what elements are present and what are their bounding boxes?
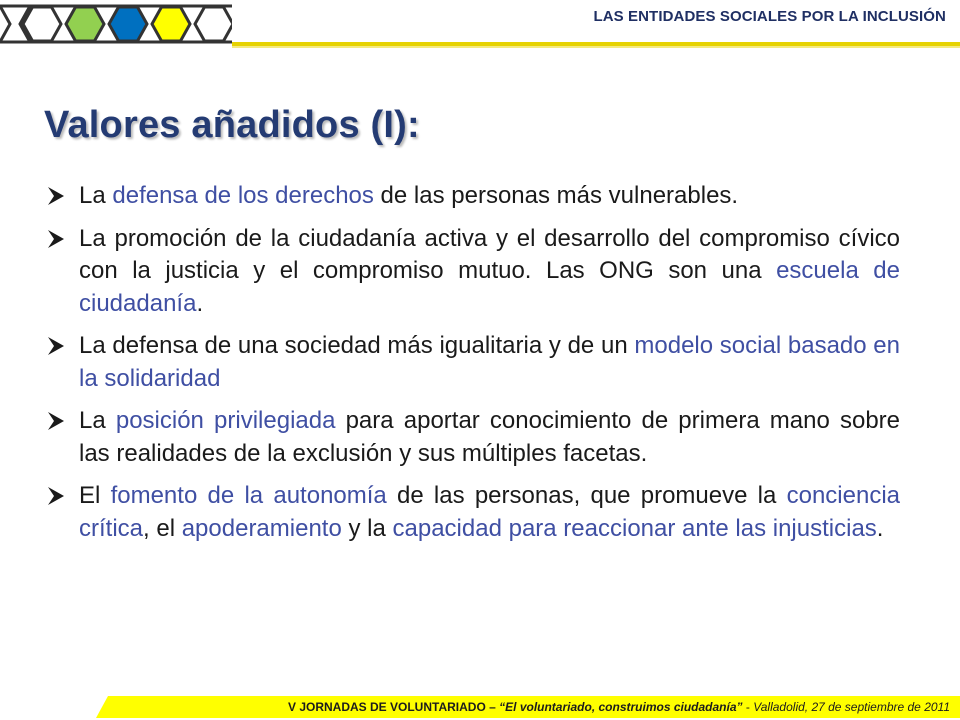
bullet-item (42, 223, 900, 321)
bullet-text: . (876, 514, 884, 542)
arrowhead-bullet-icon (46, 185, 66, 207)
highlighted-text: escuela de ciudadanía (79, 257, 900, 317)
logo-hexagon (109, 7, 147, 41)
logo-hexagon (23, 7, 61, 41)
logo-hexagon (66, 7, 104, 41)
bullet-item (42, 480, 900, 545)
highlighted-text: fomento de la autonomía (110, 482, 387, 509)
highlighted-text: capacidad para reaccionar ante las injusticias (392, 514, 877, 542)
bullet-text: La (79, 182, 113, 209)
bullet-text: de las personas más vulnerables. (373, 182, 739, 209)
bullet-text: . (196, 289, 204, 317)
logo-hexagon (152, 7, 190, 41)
bullet-text: La (79, 407, 116, 434)
arrowhead-bullet-icon (46, 485, 66, 507)
bullet-text: y la (341, 514, 393, 542)
bullet-list (42, 180, 900, 555)
slide-title: Valores añadidos (I): (44, 104, 420, 146)
bullet-text: La promoción de la ciudadanía activa y el desarrollo del compromiso cívico con la justicia y el compromiso mutuo. Las ONG son una (79, 224, 900, 284)
bullet-item (42, 180, 900, 213)
arrowhead-bullet-icon (46, 410, 66, 432)
logo-hexagon (195, 7, 232, 41)
highlighted-text: defensa de los derechos (112, 182, 374, 209)
bullet-item (42, 405, 900, 470)
bullet-text: El (79, 482, 111, 509)
footer-quote: “El voluntariado, construimos ciudadanía” (499, 700, 743, 714)
header-divider-shade (232, 46, 960, 48)
highlighted-text: posición privilegiada (115, 407, 336, 434)
bullet-text: para aportar conocimiento de primera mano sobre las realidades de la exclusión y sus múltiples facetas. (79, 407, 901, 467)
arrowhead-bullet-icon (46, 228, 66, 250)
bullet-text: La defensa de una sociedad más igualitaria y de un (79, 332, 635, 359)
hexagon-chain-logo (0, 0, 232, 48)
footer-event: V JORNADAS DE VOLUNTARIADO – (288, 700, 496, 714)
bullet-text: de las personas, que promueve la (386, 482, 787, 509)
highlighted-text: modelo social basado en la solidaridad (79, 332, 901, 392)
footer-dash: - (742, 700, 754, 714)
highlighted-text: conciencia crítica (79, 482, 900, 542)
highlighted-text: apoderamiento (181, 514, 342, 542)
arrowhead-bullet-icon (46, 335, 66, 357)
header-title: LAS ENTIDADES SOCIALES POR LA INCLUSIÓN (593, 8, 946, 25)
bullet-item (42, 330, 900, 395)
footer-text (104, 698, 950, 716)
footer-place-date: Valladolid, 27 de septiembre de 2011 (753, 700, 950, 714)
bullet-text: , el (143, 514, 182, 542)
